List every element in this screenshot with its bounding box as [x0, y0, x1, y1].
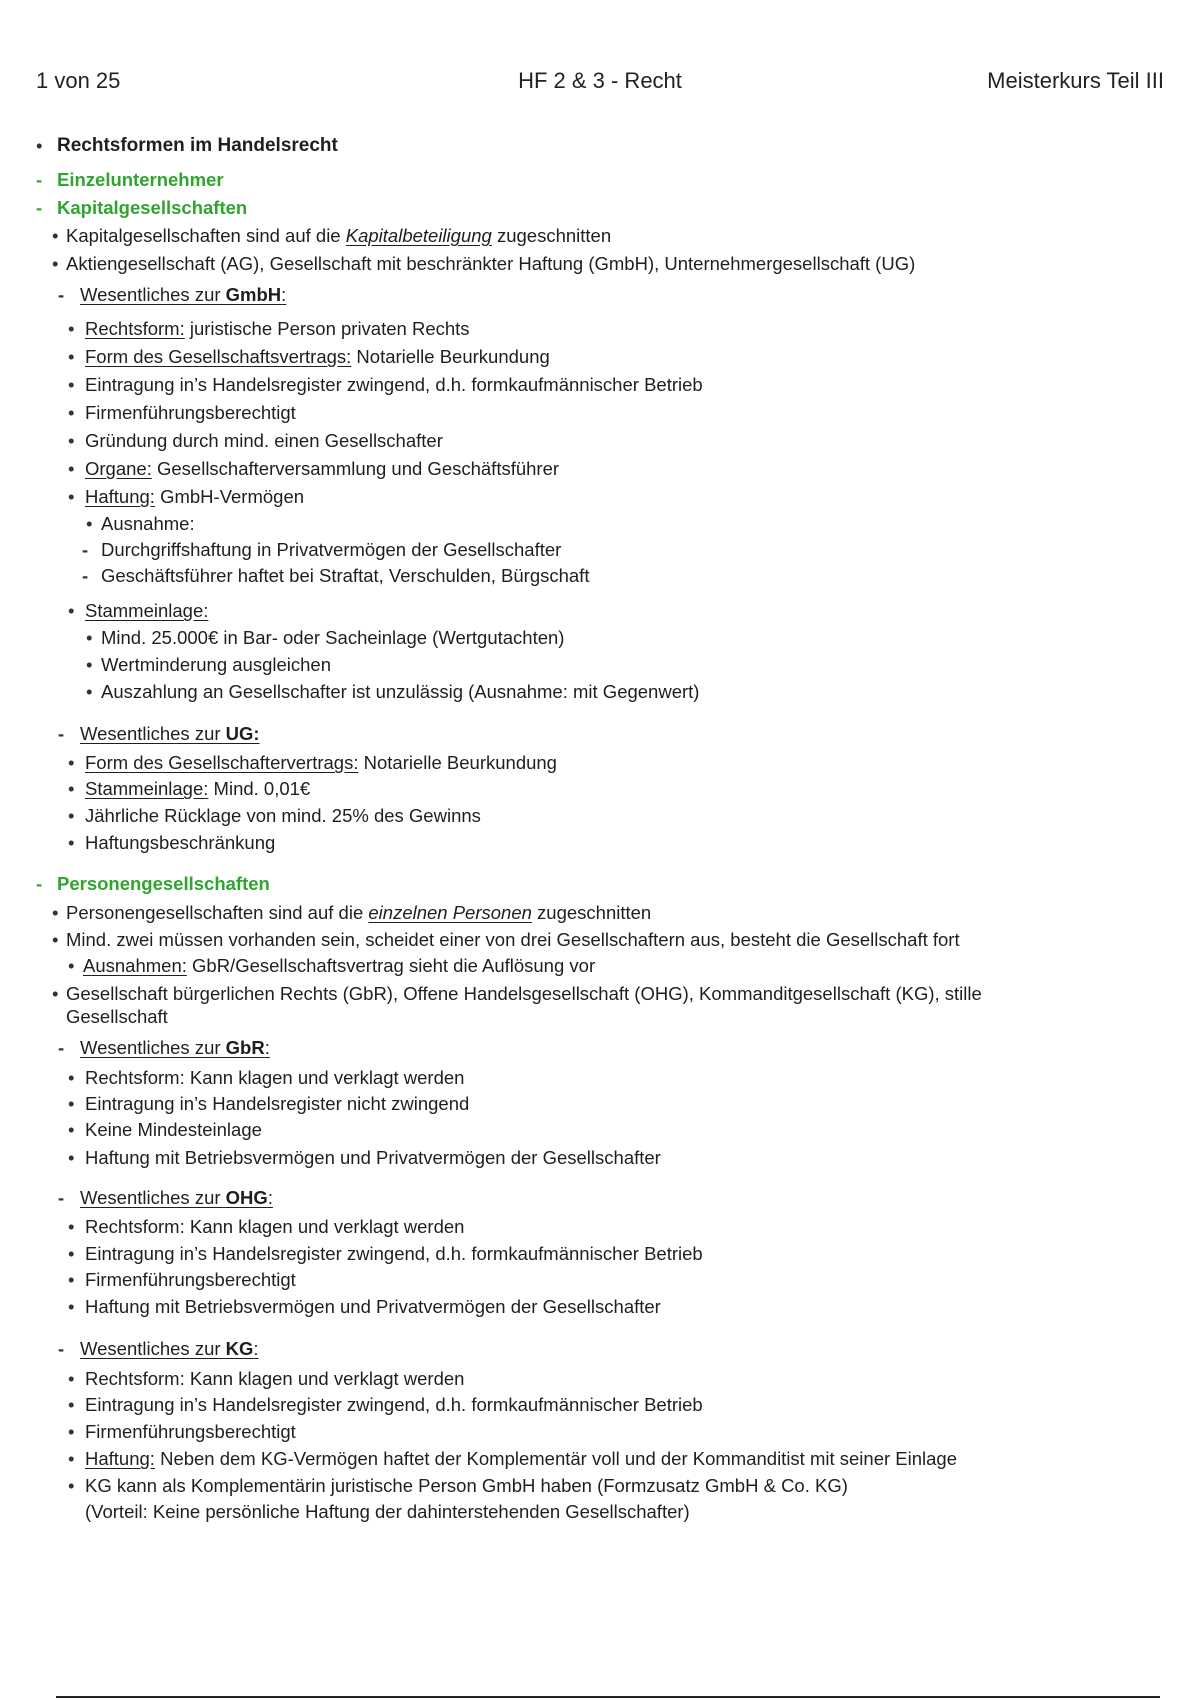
- bullet-icon: •: [68, 1067, 75, 1088]
- bullet-icon: •: [52, 902, 59, 923]
- bullet-icon: •: [68, 1147, 75, 1168]
- course-name: Meisterkurs Teil III: [987, 68, 1164, 93]
- bullet-icon: •: [68, 1448, 75, 1469]
- bullet-icon: •: [86, 681, 93, 702]
- bullet-icon: •: [68, 752, 75, 773]
- dash-icon: -: [36, 873, 43, 894]
- bullet-icon: •: [68, 1269, 75, 1290]
- footer-divider: [56, 1696, 1160, 1698]
- emphasis: einzelnen Personen: [368, 902, 532, 923]
- dash-icon: -: [58, 1037, 65, 1058]
- bullet-icon: •: [52, 225, 59, 246]
- emphasis: Kapitalbeteiligung: [345, 225, 492, 246]
- bullet-icon: •: [68, 1421, 75, 1442]
- bullet-icon: •: [86, 627, 93, 648]
- bullet-icon: •: [68, 486, 75, 507]
- dash-icon: -: [36, 197, 43, 218]
- dash-icon: -: [58, 284, 65, 305]
- bullet-icon: •: [68, 832, 75, 853]
- bullet-icon: •: [68, 1368, 75, 1389]
- bullet-icon: •: [52, 929, 59, 950]
- section-title: Rechtsformen im Handelsrecht: [57, 135, 338, 156]
- bullet-icon: •: [36, 135, 43, 156]
- bullet-icon: •: [68, 318, 75, 339]
- heading-kapitalgesellschaften: Kapitalgesellschaften: [57, 197, 248, 218]
- bullet-icon: •: [52, 983, 59, 1004]
- bullet-icon: •: [68, 402, 75, 423]
- bullet-icon: •: [52, 253, 59, 274]
- document-subject: HF 2 & 3 - Recht: [518, 68, 682, 93]
- bullet-icon: •: [68, 346, 75, 367]
- heading-einzelunternehmer: Einzelunternehmer: [57, 169, 224, 190]
- dash-icon: -: [58, 1338, 65, 1359]
- bullet-icon: •: [68, 955, 75, 976]
- page-number: 1 von 25: [36, 68, 121, 93]
- bullet-icon: •: [86, 513, 93, 534]
- dash-icon: -: [58, 1187, 65, 1208]
- bullet-icon: •: [68, 1394, 75, 1415]
- bullet-icon: •: [68, 1243, 75, 1264]
- bullet-icon: •: [68, 1093, 75, 1114]
- bullet-icon: •: [68, 600, 75, 621]
- bullet-icon: •: [68, 1296, 75, 1317]
- dash-icon: -: [58, 723, 65, 744]
- dash-icon: -: [36, 169, 43, 190]
- bullet-icon: •: [68, 1119, 75, 1140]
- bullet-icon: •: [68, 430, 75, 451]
- dash-icon: -: [82, 565, 89, 586]
- bullet-icon: •: [68, 778, 75, 799]
- bullet-icon: •: [86, 654, 93, 675]
- bullet-icon: •: [68, 374, 75, 395]
- bullet-icon: •: [68, 805, 75, 826]
- bullet-icon: •: [68, 1216, 75, 1237]
- bullet-icon: •: [68, 458, 75, 479]
- heading-personengesellschaften: Personengesellschaften: [57, 873, 270, 894]
- dash-icon: -: [82, 539, 89, 560]
- bullet-icon: •: [68, 1475, 75, 1496]
- document-body: • Rechtsformen im Handelsrecht - Einzelunternehmer - Kapitalgesellschaften • Kapitalgesellschaften sind auf die Kapitalbeteiligung zugeschnitten • Aktiengesellschaft (AG), Gesellschaft mit beschränkter Haftung (GmbH), Unternehmergesellschaft (UG) - Wesentliches zur GmbH: • Rechtsform: juristische Person privaten Rechts • Form des Gesellschaftsvertrags: Notarielle Beurkundung • Eintragung in’s Handelsregister zwingend, d.h. formkaufmännischer Betrieb • Firmenführungsberechtigt • Gründung durch mind. einen Gesellschafter • Organe: Gesellschafterversammlung und Geschäftsführer • Haftung: GmbH-Vermögen • Ausnahme: - Durchgriffshaftung in Privatvermögen der Gesellschafter - Geschäftsführer haftet bei Straftat, Verschulden, Bürgschaft • Stammeinlage: • Mind. 25.000€ in Bar- oder Sacheinlage (Wertgutachten) • Wertminderung ausgleichen • Auszahlung an Gesellschafter ist unzulässig (Ausnahme: mit Gegenwert) - Wesentliches zur UG: • Form des Gesellschaftervertrags: Notarielle Beurkundung • Stammeinlage: Mind. 0,01€ • Jährliche Rücklage von mind. 25% des Gewinns • Haftungsbeschränkung - Personengesellschaften • Personengesellschaften sind auf die einzelnen Personen zugeschnitten • Mind. zwei müssen vorhanden sein, scheidet einer von drei Gesellschaftern aus, besteht die Gesellschaft fort • Ausnahmen: GbR/Gesellschaftsvertrag sieht die Auflösung vor • Gesellschaft bürgerlichen Rechts (GbR), Offene Handelsgesellschaft (OHG), Kommanditgesellschaft (KG), stille Gesellschaft - Wesentliches zur GbR: • Rechtsform: Kann klagen und verklagt werden • Eintragung in’s Handelsregister nicht zwingend • Keine Mindesteinlage • Haftung mit Betriebsvermögen und Privatvermögen der Gesellschafter - Wesentliches zur OHG: • Rechtsform: Kann klagen und verklagt werden • Eintragung in’s Handelsregister zwingend, d.h. formkaufmännischer Betrieb • Firmenführungsberechtigt • Haftung mit Betriebsvermögen und Privatvermögen der Gesellschafter - Wesentliches zur KG: • Rechtsform: Kann klagen und verklagt werden • Eintragung in’s Handelsregister zwingend, d.h. formkaufmännischer Betrieb • Firmenführungsberechtigt • Haftung: Neben dem KG-Vermögen haftet der Komplementär voll und der Kommanditist mit seiner Einlage • KG kann als Komplementärin juristische Person GmbH haben (Formzusatz GmbH & Co. KG) (Vorteil: Keine persönliche Haftung der dahinterstehenden Gesellschafter): [0, 0, 1200, 1700]
